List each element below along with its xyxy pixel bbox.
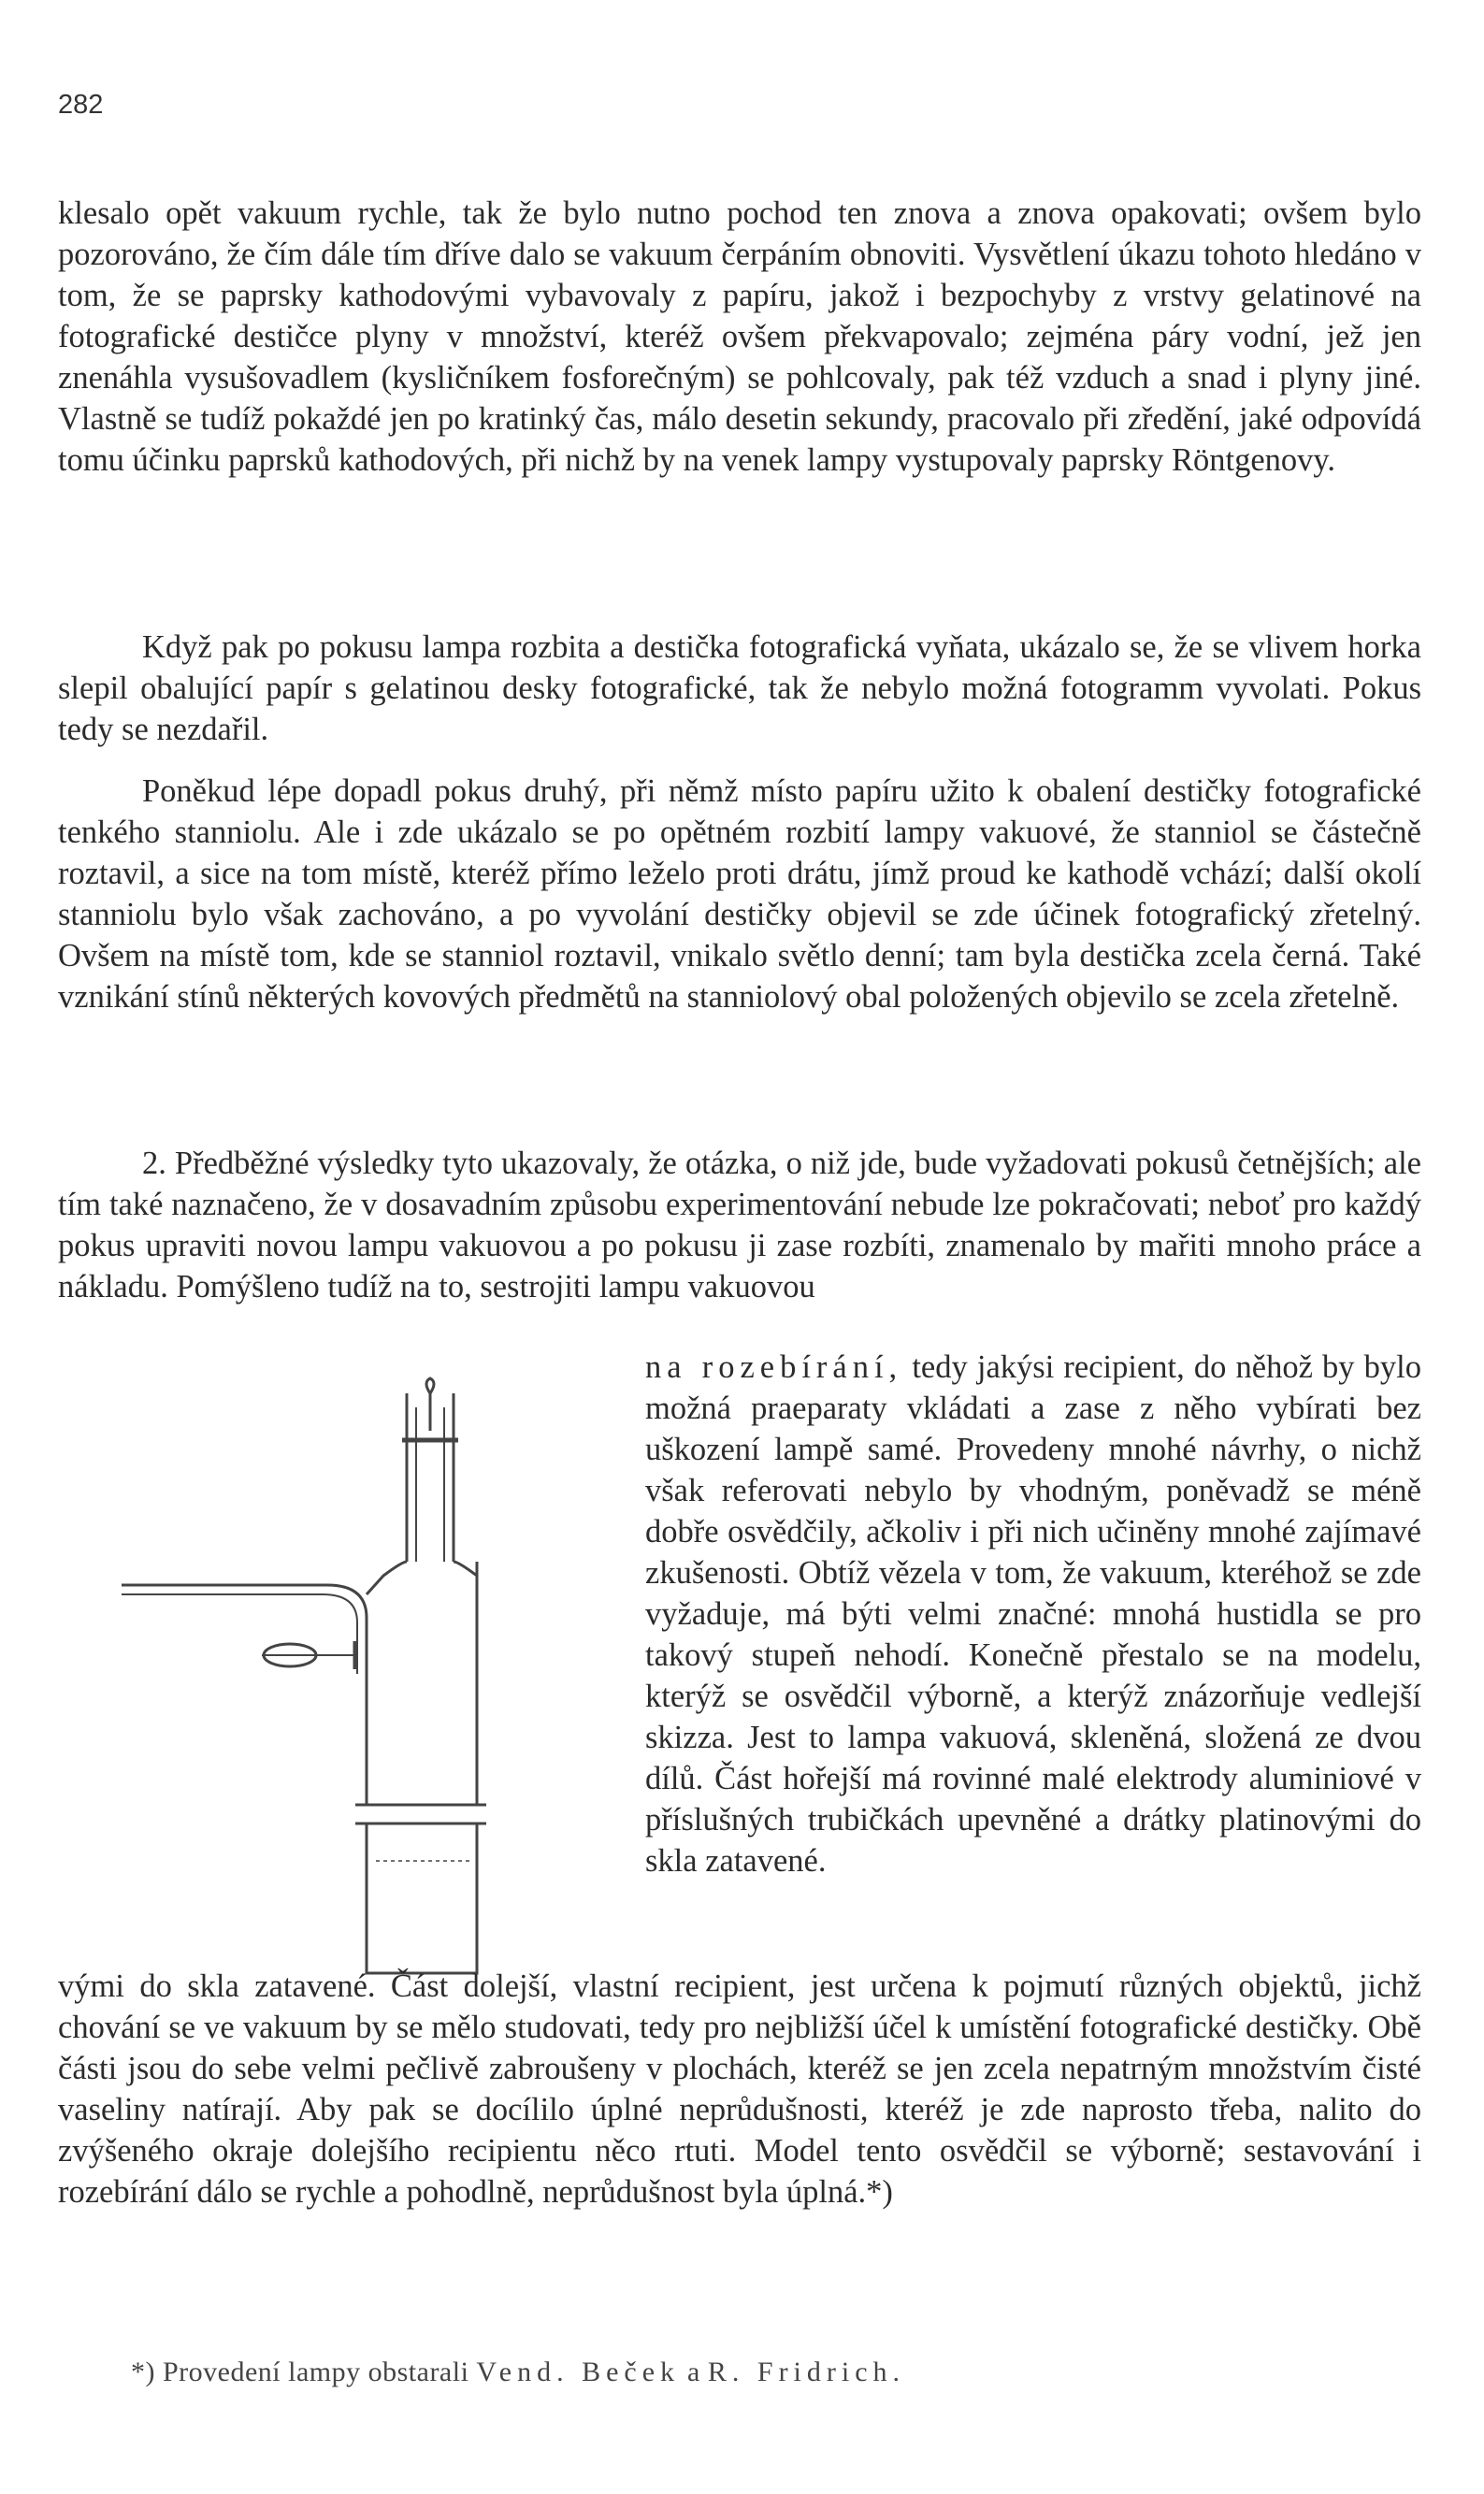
paragraph-1 bbox=[58, 193, 1421, 481]
paragraph-4-float-text: tedy jakýsi recipient, do něhož by bylo možná praeparaty vkládati a zase z něho vybírati bez uškození lampě samé. Provedeny mnohé návrhy, o nichž však referovati nebylo by vhodným, poněvadž se méně dobře osvědčily, ačkoliv i při nich učiněny mnohé zajímavé zkušenosti. Obtíž vězela v tom, že vakuum, kteréhož se zde vyžaduje, má býti velmi značné: mnohá hustidla se pro takový stupeň nehodí. Konečně přestalo se na modelu, kterýž se osvědčil výborně, a kterýž znázorňuje vedlejší skizza. Jest to lampa vakuová, skleněná, složená ze dvou dílů. Část hořejší má rovinné malé elektrody aluminiové v příslušných trubičkách upevněné a drátky platinovými do skla zatavené. bbox=[645, 1349, 1422, 1879]
main-body-upper-shape bbox=[367, 1562, 477, 1805]
paragraph-3-text: Poněkud lépe dopadl pokus druhý, při němž místo papíru užito k obalení destičky fotografické tenkého stanniolu. Ale i zde ukázalo se po opětném rozbití lampy vakuové, že stanniol se částečně roztavil, a sice na tom místě, kteréž přímo leželo proti drátu, jímž proud ke kathodě vchází; další okolí stanniolu bylo však zachováno, a po vyvolání destičky objevil se zde účinek fotografický zřetelný. Ovšem na místě tom, kde se stanniol roztavil, vnikalo světlo denní; tam byla destička zcela černá. Také vznikání stínů některých kovových předmětů na stanniolový obal položených objevilo se zcela zřetelně. bbox=[58, 773, 1421, 1015]
footnote bbox=[131, 2357, 1440, 2388]
paragraph-3 bbox=[58, 771, 1421, 1017]
top-hook-shape bbox=[426, 1378, 434, 1393]
paragraph-1-text: klesalo opět vakuum rychle, tak že bylo nutno pochod ten znova a znova opakovati; ovšem bylo pozorováno, že čím dále tím dříve dalo se vakuum čerpáním obnoviti. Vysvětlení úkazu tohoto hledáno v tom, že se paprsky kathodovými vybavovaly z papíru, jakož i bezpochyby z vrstvy gelatinové na fotografické destičce plyny v množství, kteréž ovšem překvapovalo; zejména páry vodní, jež jen znenáhla vysušovadlem (kysličníkem fosforečným) se pohlcovaly, pak též vzduch a snad i plyny jiné. Vlastně se tudíž pokaždé jen po kratinký čas, málo desetin sekundy, pracovalo při zředění, jaké odpovídá tomu účinku paprsků kathodových, při nichž by na venek lampy vystupovaly paprsky Röntgenovy. bbox=[58, 195, 1421, 478]
footnote-prefix: *) Provedení lampy obstarali bbox=[131, 2357, 469, 2387]
paragraph-4-text: 2. Předběžné výsledky tyto ukazovaly, že otázka, o niž jde, bude vyžadovati pokusů četnějších; ale tím také naznačeno, že v dosavadním způsobu experimentování nebude lze pokračovati; neboť pro každý pokus upraviti novou lampu vakuovou a po pokusu ji zase rozbíti, znamenalo by mařiti mnoho práce a nákladu. Pomýšleno tudíž na to, sestrojiti lampu vakuovou bbox=[58, 1146, 1421, 1305]
vacuum-lamp-figure bbox=[122, 1375, 645, 1982]
paragraph-4 bbox=[58, 1143, 1421, 1307]
vacuum-lamp-sketch bbox=[122, 1375, 645, 1982]
paragraph-4-float bbox=[645, 1347, 1421, 1881]
emphasis-rozebirani: na rozebírání, bbox=[645, 1349, 903, 1385]
paragraph-5 bbox=[58, 1966, 1421, 2213]
page-number: 282 bbox=[58, 90, 104, 120]
paragraph-2 bbox=[58, 627, 1421, 750]
side-tube-upper-shape bbox=[122, 1585, 367, 1674]
footnote-name-2: R. Fridrich. bbox=[707, 2357, 906, 2387]
recipient-shape bbox=[367, 1824, 477, 1973]
footnote-conjunction: a bbox=[687, 2357, 700, 2387]
paragraph-2-text: Když pak po pokusu lampa rozbita a destička fotografická vyňata, ukázalo se, že se vlivem horka slepil obalující papír s gelatinou desky fotografické, tak že nebylo možná fotogramm vyvolati. Pokus tedy se nezdařil. bbox=[58, 629, 1421, 747]
paragraph-5-text: vými do skla zatavené. Část dolejší, vlastní recipient, jest určena k pojmutí různých objektů, jichž chování se ve vakuum by se mělo studovati, tedy pro nejbližší účel k umístění fotografické destičky. Obě části jsou do sebe velmi pečlivě zabroušeny v plochách, kteréž se jen zcela nepatrným množstvím čisté vaseliny natírají. Aby pak se docílilo úplné neprůdušnosti, kteréž je zde naprosto třeba, nalito do zvýšeného okraje dolejšího recipientu něco rtuti. Model tento osvědčil se výborně; sestavování i rozebírání dálo se rychle a pohodlně, neprůdušnost byla úplná.*) bbox=[58, 1968, 1421, 2210]
footnote-name-1: Vend. Beček bbox=[476, 2357, 681, 2387]
ground-joint-shape bbox=[355, 1805, 486, 1824]
